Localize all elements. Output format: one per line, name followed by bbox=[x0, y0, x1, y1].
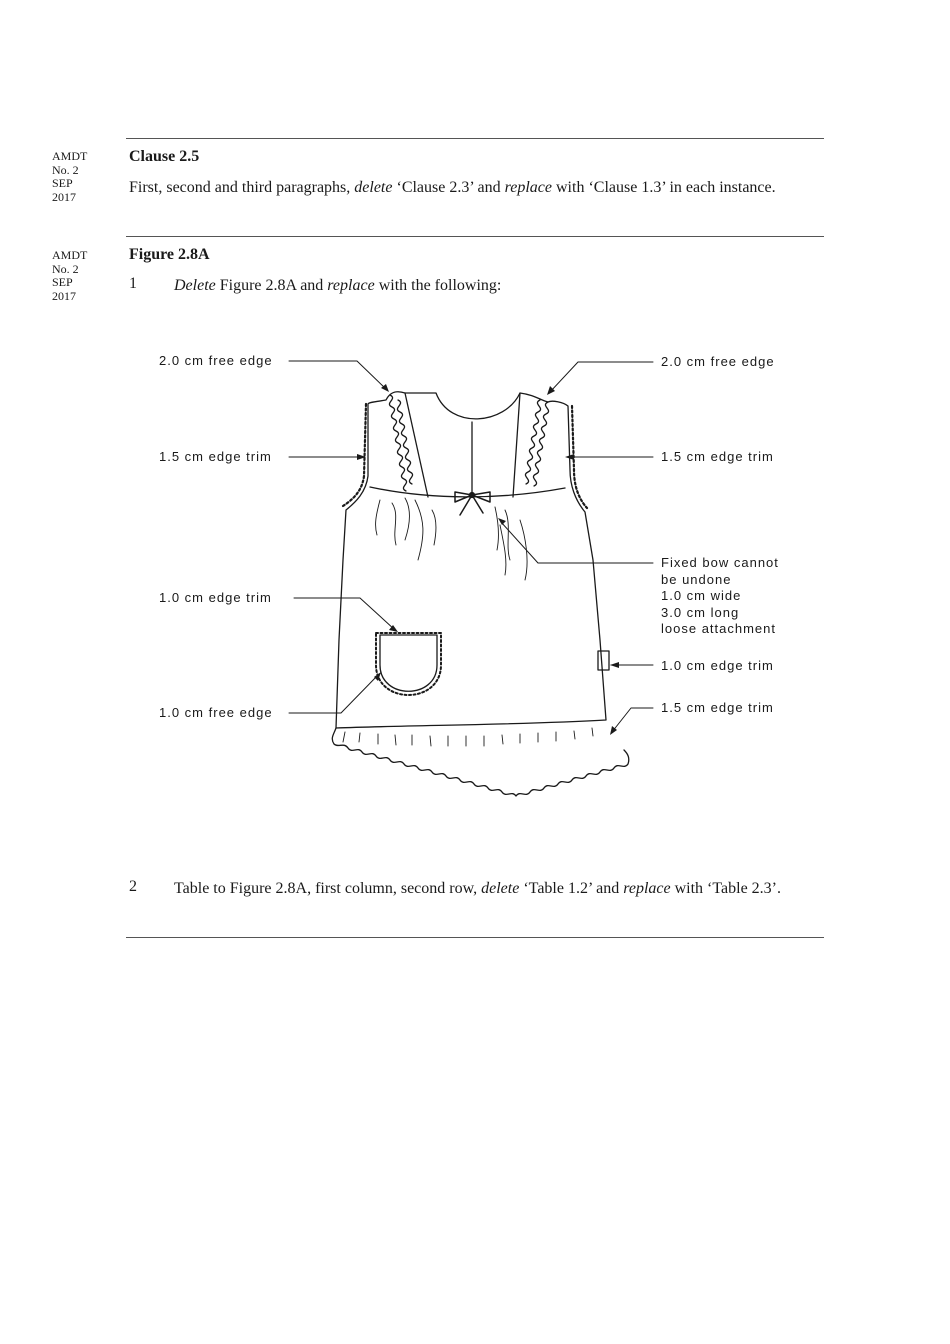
label-right-edge-trim-top: 1.5 cm edge trim bbox=[661, 449, 774, 464]
neck-panel-left bbox=[405, 393, 428, 497]
label-right-edge-trim-side: 1.0 cm edge trim bbox=[661, 658, 774, 673]
item-text: Delete Figure 2.8A and replace with the following: bbox=[174, 277, 502, 294]
label-right-free-edge-top: 2.0 cm free edge bbox=[661, 354, 775, 369]
left-ruffle-inner bbox=[397, 400, 412, 484]
label-left-free-edge-pocket: 1.0 cm free edge bbox=[159, 705, 273, 720]
side-tab bbox=[598, 651, 609, 670]
label-left-free-edge-top: 2.0 cm free edge bbox=[159, 353, 273, 368]
item-text: Table to Figure 2.8A, first column, second row, delete ‘Table 1.2’ and replace with ‘Table 2.3’. bbox=[174, 880, 781, 897]
leader-arrows bbox=[357, 384, 619, 735]
figure-heading: Figure 2.8A bbox=[129, 246, 210, 263]
label-left-edge-trim-pocket: 1.0 cm edge trim bbox=[159, 590, 272, 605]
amendment-note: AMDT No. 2 SEP 2017 bbox=[52, 149, 88, 204]
pocket bbox=[380, 635, 437, 691]
clause-paragraph: First, second and third paragraphs, delete ‘Clause 2.3’ and replace with ‘Clause 1.3’ in each instance. bbox=[129, 179, 776, 196]
left-armhole-trim bbox=[343, 404, 366, 506]
pocket-trim bbox=[376, 633, 441, 695]
label-left-edge-trim-top: 1.5 cm edge trim bbox=[159, 449, 272, 464]
hem-ruffle bbox=[332, 728, 628, 796]
clause-heading: Clause 2.5 bbox=[129, 148, 200, 165]
item-number: 2 bbox=[129, 878, 137, 895]
item-number: 1 bbox=[129, 275, 137, 292]
label-bow: Fixed bow cannot be undone 1.0 cm wide 3.0 cm long loose attachment bbox=[661, 555, 779, 636]
label-right-edge-trim-hem: 1.5 cm edge trim bbox=[661, 700, 774, 715]
amendment-note: AMDT No. 2 SEP 2017 bbox=[52, 248, 88, 303]
yoke-seam bbox=[370, 487, 565, 497]
neck-panel-right bbox=[513, 393, 520, 497]
